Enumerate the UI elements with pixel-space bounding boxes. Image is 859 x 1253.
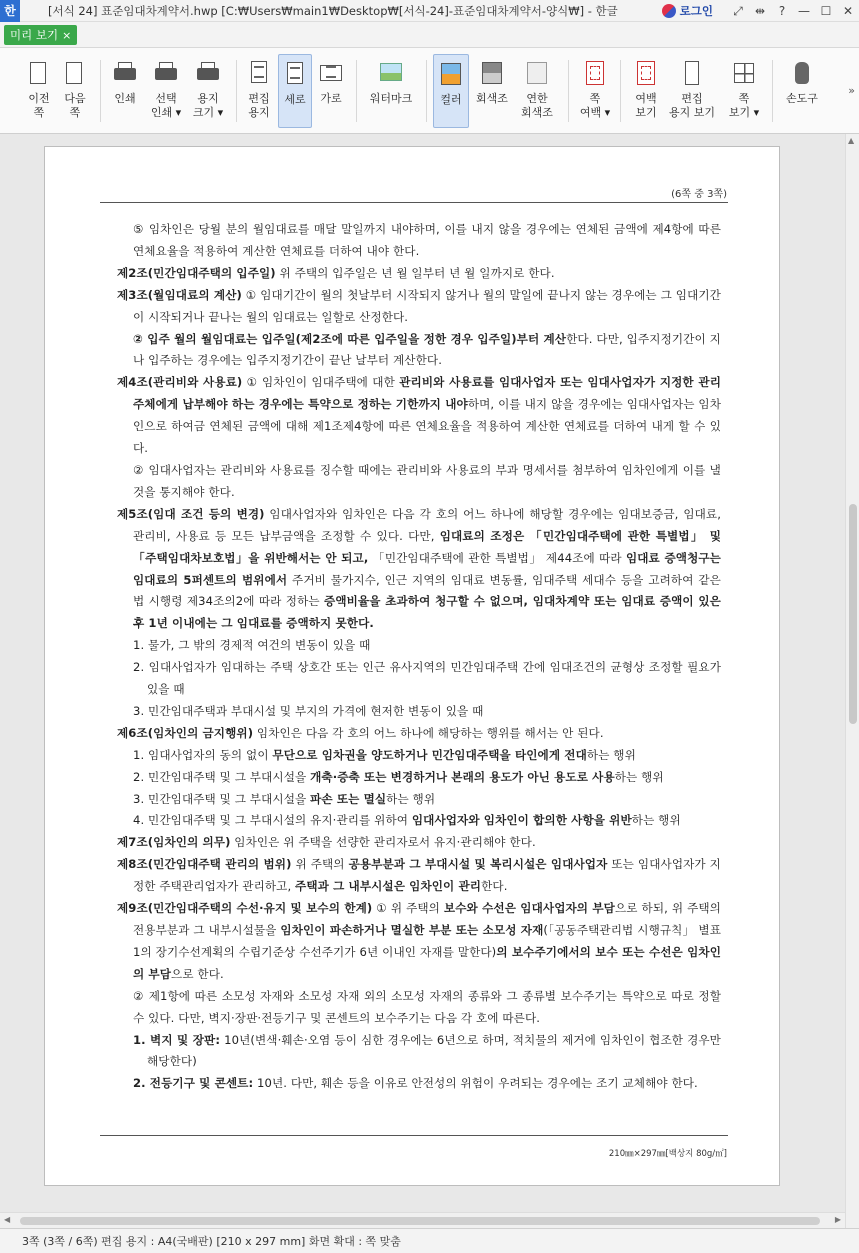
item-text: 1. 임대사업자의 동의 없이 [133, 747, 273, 762]
list-item [117, 810, 721, 832]
tab-close-icon[interactable]: × [62, 28, 72, 42]
title-controls [662, 0, 859, 22]
landscape-button[interactable] [314, 54, 348, 128]
page-margin-icon [582, 60, 608, 86]
scroll-right-icon[interactable]: ▶ [834, 1215, 841, 1224]
item-text: 10년(변색·훼손·오염 등이 심한 경우에는 6년으로 하며, 적치물의 제거에 임차인이 협조한 경우만 해당한다) [147, 1032, 721, 1069]
paragraph: ⑤ 임차인은 당월 분의 월임대료를 매달 말일까지 내야하며, 이를 내지 않을 경우에는 연체된 금액에 제4항에 따른 연체요율을 적용하여 계산한 연체료를 더하여 내야 한다. [133, 222, 721, 258]
hand-tool-button[interactable] [780, 54, 824, 128]
paper-size-label: 용지 크기 ▾ [192, 92, 224, 119]
article-text: 임차인은 다음 각 호의 어느 하나에 해당하는 행위를 해서는 안 된다. [253, 725, 604, 740]
article-heading: 제7조(임차인의 의무) [117, 835, 231, 850]
margin-view-label: 여백 보기 [635, 92, 657, 119]
hand-tool-label: 손도구 [786, 92, 818, 105]
selective-print-button[interactable] [146, 54, 186, 128]
print-label: 인쇄 [114, 92, 136, 105]
grayscale-button[interactable] [472, 54, 512, 128]
expand-icon[interactable]: ⤢ [733, 3, 743, 18]
list-item [117, 767, 721, 789]
toolbar-more-icon[interactable]: » [848, 84, 855, 97]
emphasis-text: 임대사업자와 임차인이 합의한 사항을 위반 [411, 813, 632, 828]
article-text: ① 위 주택의 [372, 901, 444, 916]
portrait-button[interactable] [278, 54, 312, 128]
article-2 [117, 263, 721, 285]
prev-page-icon [26, 60, 52, 86]
article-6 [117, 723, 721, 745]
emphasis-text: 1. 벽지 및 장판: [133, 1032, 221, 1047]
article-text: 또는 임대사업자가 지정한 주택관리업자가 관리하고, [133, 857, 721, 894]
preview-toolbar [0, 48, 859, 134]
status-text: 3쪽 (3쪽 / 6쪽) 편집 용지 : A4(국배판) [210 x 297 mm] 화면 확대 : 쪽 맞춤 [22, 1235, 401, 1248]
landscape-label: 가로 [320, 92, 342, 105]
horizontal-scroll-thumb[interactable] [20, 1217, 820, 1225]
page-margin-label: 쪽 여백 ▾ [579, 92, 611, 119]
minimize-icon[interactable]: — [798, 4, 810, 18]
toolbar-separator [568, 60, 569, 122]
margin-view-button[interactable] [628, 54, 664, 128]
watermark-label: 워터마크 [369, 92, 413, 105]
color-label: 컬러 [440, 93, 462, 106]
emphasis-text: 주택과 그 내부시설은 임차인이 관리 [295, 879, 482, 894]
emphasis-text: 공용부분과 그 부대시설 및 복리시설은 임대사업자 [348, 857, 608, 872]
margin-view-icon [633, 60, 659, 86]
article-text: 하며, 이를 내지 않을 경우에는 임대사업자는 임차인으로 하여금 연체된 금액에 대해 제1조제4항에 따른 연체요율을 적용하여 계산한 연체료를 더하여 내게 할 수 있다. [133, 397, 721, 456]
paper-spec-note: 210㎜×297㎜[백상지 80g/㎡] [608, 1149, 727, 1159]
list-item: 2. 임대사업자가 임대하는 주택 상호간 또는 인근 유사지역의 민간임대주택 간에 임대조건의 균형상 조정할 필요가 있을 때 [133, 660, 721, 697]
paper-size-icon [195, 60, 221, 86]
tab-preview[interactable] [4, 25, 77, 45]
article-7 [117, 832, 721, 854]
login-label: 로그인 [679, 4, 713, 18]
vertical-scroll-thumb[interactable] [849, 504, 857, 724]
scroll-left-icon[interactable]: ◀ [4, 1215, 11, 1224]
portrait-icon [282, 61, 308, 87]
next-page-button[interactable] [58, 54, 92, 128]
edit-paper-view-button[interactable] [666, 54, 718, 128]
print-button[interactable] [108, 54, 142, 128]
emphasis-text: ② 입주 월의 월임대료는 입주일(제2조에 따른 입주일을 정한 경우 입주일)부터 계산 [133, 331, 567, 346]
article-heading: 제9조(민간임대주택의 수선·유지 및 보수의 한계) [117, 901, 373, 916]
article-text: ① 임차인이 임대주택에 대한 [242, 375, 400, 390]
title-bar [0, 0, 859, 22]
article-text: 임차인은 위 주택을 선량한 관리자로서 유지·관리해야 한다. [230, 835, 536, 850]
next-page-icon [62, 60, 88, 86]
article-text: 으로 하되, 위 주택의 전용부분과 그 내부시설물을 [133, 901, 721, 937]
edit-paper-icon [246, 60, 272, 86]
article-text: ① 임대기간이 월의 첫날부터 시작되지 않거나 월의 말일에 끝나지 않는 경우에는 그 임대기간이 시작되거나 끝나는 월의 임대료는 일할로 산정한다. [133, 287, 721, 324]
maximize-icon[interactable]: ☐ [820, 4, 832, 18]
color-icon [438, 61, 464, 87]
page-view-button[interactable] [724, 54, 764, 128]
landscape-icon [318, 60, 344, 86]
article-9 [117, 898, 721, 986]
edit-paper-label: 편집 용지 [248, 92, 270, 119]
split-icon[interactable]: ⇹ [754, 4, 766, 18]
edit-paper-button[interactable] [242, 54, 276, 128]
tab-preview-label: 미리 보기 [10, 28, 59, 42]
watermark-icon [378, 60, 404, 86]
toolbar-separator [236, 60, 237, 122]
document-page[interactable] [44, 146, 780, 1186]
account-icon [662, 4, 676, 18]
hangul-app-icon[interactable]: 한 [0, 0, 20, 22]
article-text: 으로 한다. [171, 966, 224, 981]
emphasis-text: 2. 전등기구 및 콘센트: [133, 1076, 254, 1091]
list-item: 3. 민간임대주택과 부대시설 및 부지의 가격에 현저한 변동이 있을 때 [133, 703, 484, 718]
item-text: 하는 행위 [386, 791, 436, 806]
page-view-icon [731, 60, 757, 86]
emphasis-text: 파손 또는 멸실 [310, 791, 387, 806]
toolbar-separator [620, 60, 621, 122]
article-text: 한다. 다만, 입주지정기간이 지나 입주하는 경우에는 입주지정기간이 끝난 날부터 계산한다. [133, 331, 721, 368]
item-text: 2. 민간임대주택 및 그 부대시설을 [133, 769, 311, 784]
article-text: 위 주택의 입주일은 년 월 일부터 년 월 일까지로 한다. [275, 265, 555, 280]
close-icon[interactable]: ✕ [842, 4, 854, 18]
vertical-scrollbar[interactable] [845, 134, 859, 1228]
faint-grayscale-icon [524, 60, 550, 86]
item-text: 4. 민간임대주택 및 그 부대시설의 유지·관리를 위하여 [133, 813, 412, 828]
article-text: 임대사업자와 임차인은 다음 각 호의 어느 하나에 해당할 경우에는 임대보증금, 임대료, 관리비, 사용료 등 모든 납부금액을 조정할 수 있다. 다만, [133, 506, 721, 543]
emphasis-text: 의 보수주기에서의 보수 또는 수선은 임차인의 부담 [133, 944, 721, 981]
emphasis-text: 임대료 증액청구는 임대료의 5퍼센트의 범위에서 [133, 550, 721, 587]
page-margin-button[interactable] [576, 54, 614, 128]
emphasis-text: 임대료의 조정은 「민간임대주택에 관한 특별법」 및 「주택임대차보호법」을 위반해서는 안 되고, [133, 528, 722, 565]
article-8 [117, 854, 721, 898]
emphasis-text: 임차인이 파손하거나 멸실한 부분 또는 소모성 자재 [280, 923, 544, 937]
edit-paper-view-icon [679, 60, 705, 86]
faint-grayscale-button[interactable] [516, 54, 558, 128]
window-title: [서식 24] 표준임대차계약서.hwp [C:₩Users₩main1₩Desktop₩[서식-24]-표준임대차계약서-양식₩] - 한글 [48, 3, 618, 18]
article-text: (「공동주택관리법 시행규칙」 별표 1의 장기수선계획의 수립기준상 수선주기가 6년 이내인 자재를 말한다) [133, 923, 721, 959]
selective-print-icon [153, 60, 179, 86]
emphasis-text: 보수와 수선은 임대사업자의 부담 [443, 901, 615, 916]
emphasis-text: 관리비와 사용료를 임대사업자 또는 임대사업자가 지정한 관리주체에게 납부해야 하는 경우에는 특약으로 정하는 기한까지 내야 [133, 375, 721, 412]
edit-paper-view-label: 편집 용지 보기 [668, 92, 715, 119]
toolbar-separator [100, 60, 101, 122]
article-heading: 제3조(월임대료의 계산) [117, 287, 242, 302]
tab-strip [0, 22, 859, 48]
footer-rule [100, 1135, 728, 1136]
toolbar-separator [772, 60, 773, 122]
color-button[interactable] [433, 54, 469, 128]
hand-icon [789, 60, 815, 86]
article-text: 한다. [481, 879, 508, 894]
item-text: 3. 민간임대주택 및 그 부대시설을 [133, 791, 311, 806]
emphasis-text: 증액비율을 초과하여 청구할 수 없으며, 임대차계약 또는 임대료 증액이 있은 후 1년 이내에는 그 임대료를 증액하지 못한다. [133, 594, 721, 631]
article-heading: 제5조(임대 조건 등의 변경) [117, 506, 265, 521]
portrait-label: 세로 [284, 93, 306, 106]
printer-icon [112, 60, 138, 86]
item-text: 하는 행위 [586, 747, 636, 762]
item-text: 하는 행위 [614, 769, 664, 784]
item-text: 하는 행위 [631, 813, 681, 828]
page-counter: (6쪽 중 3쪽) [671, 189, 727, 200]
emphasis-text: 개축·증축 또는 변경하거나 본래의 용도가 아닌 용도로 사용 [310, 769, 615, 784]
horizontal-scrollbar[interactable] [0, 1212, 845, 1228]
list-item [117, 789, 721, 811]
article-4 [117, 372, 721, 460]
faint-grayscale-label: 연한 회색조 [521, 92, 553, 119]
article-4-clause-2: ② 임대사업자는 관리비와 사용료를 징수할 때에는 관리비와 사용료의 부과 명세서를 첨부하여 임차인에게 이를 낼 것을 통지해야 한다. [133, 462, 721, 499]
login-button[interactable] [662, 3, 713, 19]
list-item [117, 745, 721, 767]
document-workspace[interactable] [0, 134, 859, 1228]
article-text: 「민간임대주택에 관한 특별법」 제44조에 따라 [368, 550, 626, 565]
emphasis-text: 무단으로 임차권을 양도하거나 민간임대주택을 타인에게 전대 [272, 747, 587, 762]
article-text: 위 주택의 [291, 857, 349, 872]
help-icon[interactable]: ? [778, 4, 786, 18]
status-bar [0, 1228, 859, 1253]
paper-size-button[interactable] [188, 54, 228, 128]
list-item: 1. 물가, 그 밖의 경제적 여건의 변동이 있을 때 [133, 638, 371, 653]
article-heading: 제2조(민간임대주택의 입주일) [117, 265, 276, 280]
article-heading: 제6조(임차인의 금지행위) [117, 725, 254, 740]
scroll-up-icon[interactable]: ▲ [848, 136, 855, 145]
watermark-button[interactable] [364, 54, 418, 128]
toolbar-separator [426, 60, 427, 122]
article-text: 주거비 물가지수, 인근 지역의 임대료 변동률, 임대주택 세대수 등을 고려하여 같은 법 시행령 제34조의2에 따라 정하는 [133, 572, 721, 609]
next-page-label: 다음 쪽 [64, 92, 86, 119]
grayscale-icon [479, 60, 505, 86]
page-view-label: 쪽 보기 ▾ [728, 92, 760, 119]
header-rule [100, 202, 728, 203]
article-heading: 제8조(민간임대주택 관리의 범위) [117, 857, 292, 872]
list-item [117, 1073, 721, 1095]
article-3 [117, 285, 721, 329]
article-3-clause-2 [117, 329, 721, 373]
selective-print-label: 선택 인쇄 ▾ [150, 92, 182, 119]
prev-page-label: 이전 쪽 [28, 92, 50, 119]
list-item [117, 1030, 721, 1074]
toolbar-separator [356, 60, 357, 122]
article-9-clause-2: ② 제1항에 따른 소모성 자재와 소모성 자재 외의 소모성 자재의 종류와 그 종류별 보수주기는 특약으로 따로 정할 수 있다. 다만, 벽지·장판·전등기구 및 콘센트의 보수주기는 다음 각 호에 따른다. [133, 988, 721, 1025]
article-5 [117, 504, 721, 635]
grayscale-label: 회색조 [476, 92, 508, 105]
prev-page-button[interactable] [22, 54, 56, 128]
page-content [117, 219, 721, 1095]
item-text: 10년. 다만, 훼손 등을 이유로 안전성의 위험이 우려되는 경우에는 조기 교체해야 한다. [253, 1076, 698, 1091]
article-heading: 제4조(관리비와 사용료) [117, 375, 243, 390]
